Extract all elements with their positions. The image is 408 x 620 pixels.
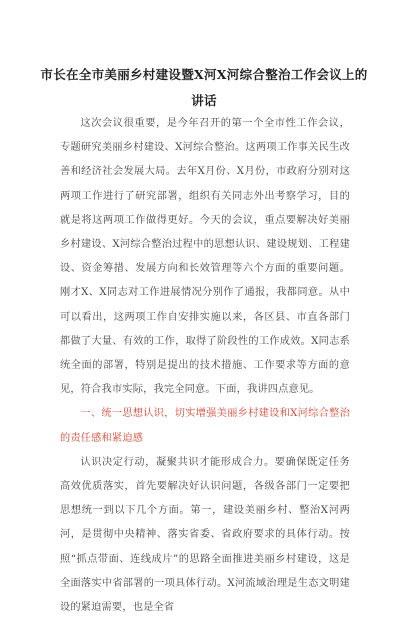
title-line-2: 讲话 [191, 93, 217, 108]
section-paragraph: 认识决定行动，凝聚共识才能形成合力。要确保既定任务高效优质落实，首先要解决好认识问题，各级各部门一定要把思想统一到以下几个方面。第一，建设美丽乡村、整治X河两河，是贯彻中央精神、落实省委、省政府要求的具体行动。按照“抓点带面、连线成片”的思路全面推进美丽乡村建设，这是全面落实中省部署的一项具体行动。X河流域治理是生态文明建设的紧迫需要，也是全省 [60, 456, 350, 614]
intro-paragraph: 这次会议很重要，是今年召开的第一个全市性工作会议，专题研究美丽乡村建设、X河综合整治。这两项工作事关民生改善和经济社会发展大局。去年X月份、X月份，市政府分别对这两项工作进行了研究部署，组织有关同志外出考察学习，目的就是将这两项工作做得更好。今天的会议，重点要解决好美丽乡村建设、X河综合整治过程中的思想认识、建设规划、工程建设、资金筹措、发展方向和长效管理等六个方面的重要问题。刚才X、X同志对工作进展情况分别作了通报，我都同意。从中可以看出，这两项工作自安排实施以来，各区县、市直各部门都做了大量、有效的工作，取得了阶段性的工作成效。X同志系统全面的部署，特别是提出的技术措施、工作要求等方面的意见，符合我市实际，我完全同意。下面，我讲四点意见。 [60, 118, 350, 396]
title-line-1: 市长在全市美丽乡村建设暨X河X河综合整治工作会议上的 [40, 67, 368, 82]
section-heading: 一、统一思想认识，切实增强美丽乡村建设和X河综合整治的责任感和紧迫感 [60, 408, 350, 444]
document-title [40, 62, 368, 114]
document-body [60, 112, 350, 620]
